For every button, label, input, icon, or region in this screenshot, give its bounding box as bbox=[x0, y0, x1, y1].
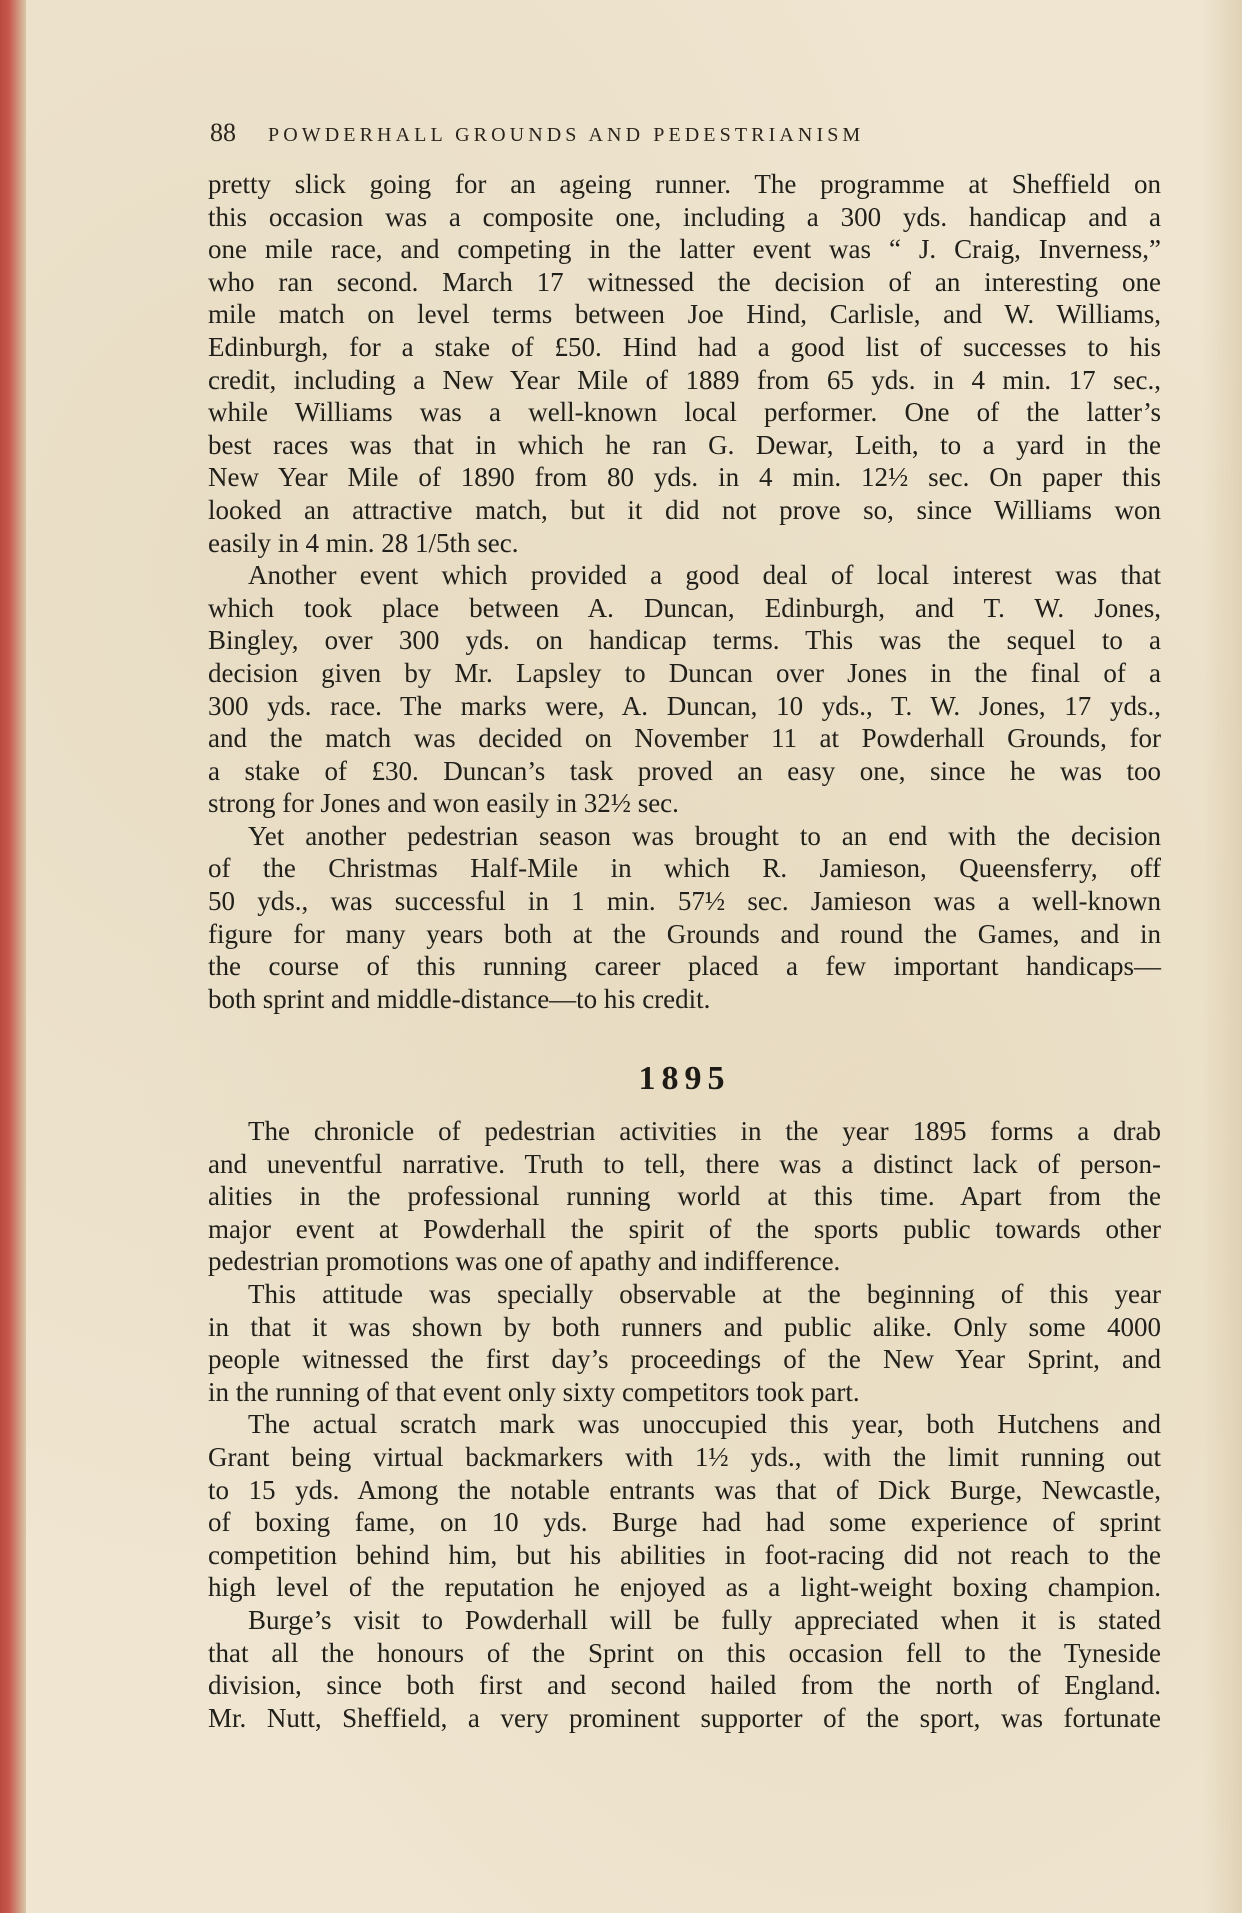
text-line: alities in the professional running world at this time. Apart from the bbox=[208, 1181, 1161, 1212]
text-line: while Williams was a well-known local performer. One of the latter’s bbox=[208, 397, 1161, 428]
text-line: in the running of that event only sixty competitors took part. bbox=[208, 1376, 860, 1407]
text-line: credit, including a New Year Mile of 1889 from 65 yds. in 4 min. 17 sec., bbox=[208, 364, 1161, 395]
running-head bbox=[210, 118, 1050, 158]
text-line: mile match on level terms between Joe Hind, Carlisle, and W. Williams, bbox=[208, 299, 1161, 330]
text-line: strong for Jones and won easily in 32½ sec. bbox=[208, 788, 679, 819]
text-line: division, since both first and second hailed from the north of England. bbox=[208, 1670, 1161, 1701]
text-line: this occasion was a composite one, including a 300 yds. handicap and a bbox=[208, 201, 1161, 232]
text-line: best races was that in which he ran G. Dewar, Leith, to a yard in the bbox=[208, 429, 1161, 460]
text-line: competition behind him, but his abilities in foot-racing did not reach to the bbox=[208, 1539, 1161, 1570]
book-spine-edge bbox=[0, 0, 26, 1913]
text-line: Mr. Nutt, Sheffield, a very prominent supporter of the sport, was fortunate bbox=[208, 1702, 1161, 1733]
text-line: of the Christmas Half-Mile in which R. Jamieson, Queensferry, off bbox=[208, 853, 1161, 884]
text-line: 50 yds., was successful in 1 min. 57½ sec. Jamieson was a well-known bbox=[208, 886, 1161, 917]
text-line: people witnessed the first day’s proceedings of the New Year Sprint, and bbox=[208, 1344, 1161, 1375]
text-line: to 15 yds. Among the notable entrants was that of Dick Burge, Newcastle, bbox=[208, 1474, 1161, 1505]
text-line: Bingley, over 300 yds. on handicap terms. This was the sequel to a bbox=[208, 625, 1161, 656]
text-line: the course of this running career placed a few important handicaps— bbox=[208, 951, 1161, 982]
text-line: The actual scratch mark was unoccupied this year, both Hutchens and bbox=[248, 1409, 1161, 1440]
text-line: This attitude was specially observable at the beginning of this year bbox=[248, 1278, 1161, 1309]
text-line: figure for many years both at the Grounds and round the Games, and in bbox=[208, 918, 1161, 949]
text-line: in that it was shown by both runners and public alike. Only some 4000 bbox=[208, 1311, 1161, 1342]
text-line: Edinburgh, for a stake of £50. Hind had a good list of successes to his bbox=[208, 331, 1161, 362]
text-line: one mile race, and competing in the latter event was “ J. Craig, Inverness,” bbox=[208, 234, 1161, 265]
text-line: and uneventful narrative. Truth to tell, there was a distinct lack of person- bbox=[208, 1148, 1161, 1179]
text-line: which took place between A. Duncan, Edinburgh, and T. W. Jones, bbox=[208, 592, 1161, 623]
text-line: Another event which provided a good deal of local interest was that bbox=[248, 560, 1161, 591]
text-line: and the match was decided on November 11 at Powderhall Grounds, for bbox=[208, 723, 1161, 754]
text-line: Yet another pedestrian season was brought to an end with the decision bbox=[248, 820, 1161, 851]
text-line: easily in 4 min. 28 1/5th sec. bbox=[208, 527, 519, 558]
body-text-after-heading bbox=[208, 1115, 1161, 1734]
text-line: a stake of £30. Duncan’s task proved an easy one, since he was too bbox=[208, 755, 1161, 786]
text-line: who ran second. March 17 witnessed the decision of an interesting one bbox=[208, 266, 1161, 297]
running-title: POWDERHALL GROUNDS AND PEDESTRIANISM bbox=[268, 124, 865, 146]
text-line: decision given by Mr. Lapsley to Duncan over Jones in the final of a bbox=[208, 657, 1161, 688]
text-line: looked an attractive match, but it did not prove so, since Williams won bbox=[208, 494, 1161, 525]
text-line: pedestrian promotions was one of apathy and indifference. bbox=[208, 1246, 841, 1277]
text-line: The chronicle of pedestrian activities in the year 1895 forms a drab bbox=[248, 1116, 1161, 1146]
text-line: both sprint and middle-distance—to his credit. bbox=[208, 983, 711, 1014]
body-text-before-heading bbox=[208, 168, 1161, 1015]
text-line: Burge’s visit to Powderhall will be fully appreciated when it is stated bbox=[248, 1604, 1161, 1635]
text-line: that all the honours of the Sprint on this occasion fell to the Tyneside bbox=[208, 1637, 1161, 1668]
text-line: major event at Powderhall the spirit of the sports public towards other bbox=[208, 1213, 1161, 1244]
page-right-edge bbox=[1202, 0, 1242, 1913]
text-line: of boxing fame, on 10 yds. Burge had had some experience of sprint bbox=[208, 1507, 1161, 1538]
text-line: 300 yds. race. The marks were, A. Duncan, 10 yds., T. W. Jones, 17 yds., bbox=[208, 690, 1161, 721]
section-heading-year: 1895 bbox=[638, 1060, 731, 1097]
text-line: New Year Mile of 1890 from 80 yds. in 4 min. 12½ sec. On paper this bbox=[208, 462, 1161, 493]
text-line: pretty slick going for an ageing runner. The programme at Sheffield on bbox=[208, 169, 1161, 199]
page-number: 88 bbox=[210, 118, 236, 147]
text-line: high level of the reputation he enjoyed as a light-weight boxing champion. bbox=[208, 1572, 1161, 1603]
text-line: Grant being virtual backmarkers with 1½ yds., with the limit running out bbox=[208, 1441, 1161, 1472]
